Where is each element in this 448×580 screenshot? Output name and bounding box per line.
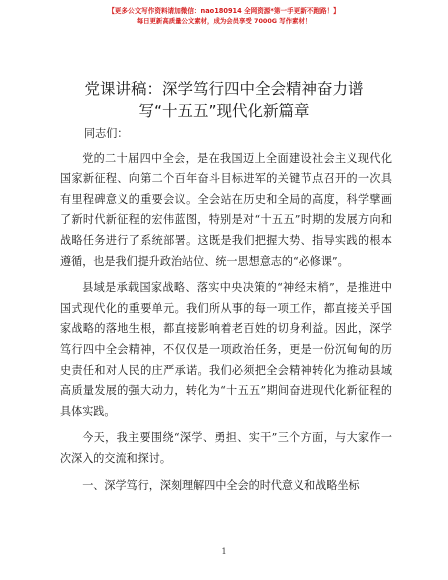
promo-banner-line1: 【更多公文写作资料请加微信：nao180914 全网资源*第一手更新不跑路！】 xyxy=(108,7,340,15)
title-line-1: 党课讲稿：深学笃行四中全会精神奋力谱 xyxy=(84,80,364,98)
document-body xyxy=(60,124,392,502)
promo-banner xyxy=(0,6,448,26)
section-heading-1: 一、深学笃行，深刻理解四中全会的时代意义和战略坐标 xyxy=(82,478,360,492)
paragraph-3: 今天，我主要围绕“深学、勇担、实干”三个方面，与大家作一次深入的交流和探讨。 xyxy=(60,431,392,465)
title-line-2: 写“十五五”现代化新篇章 xyxy=(138,102,310,120)
promo-banner-line2: 每日更新高质量公文素材，成为会员享受 7000G 写作素材！ xyxy=(136,17,312,25)
paragraph-1: 党的二十届四中全会，是在我国迈上全面建设社会主义现代化国家新征程、向第二个百年奋斗目标进军的关键节点召开的一次具有里程碑意义的重要会议。全会站在历史和全局的高度，科学擘画了新时代新征程的宏伟蓝图，特别是对“十五五”时期的发展方向和战略任务进行了系统部署。这既是我们把握大势、指导实践的根本遵循，也是我们提升政治站位、统一思想意志的“必修课”。 xyxy=(60,151,392,268)
paragraph-2: 县域是承载国家战略、落实中央决策的“神经末梢”，是推进中国式现代化的重要单元。我们所从事的每一项工作，都直接关乎国家战略的落地生根，都直接影响着老百姓的切身利益。因此，深学笃行四中全会精神，不仅仅是一项政治任务，更是一份沉甸甸的历史责任和对人民的庄严承诺。我们必须把全会精神转化为推动县域高质量发展的强大动力，转化为“十五五”期间奋进现代化新征程的具体实践。 xyxy=(60,281,392,418)
salutation: 同志们： xyxy=(84,127,129,140)
page-number: 1 xyxy=(221,547,227,556)
document-title xyxy=(0,78,448,122)
